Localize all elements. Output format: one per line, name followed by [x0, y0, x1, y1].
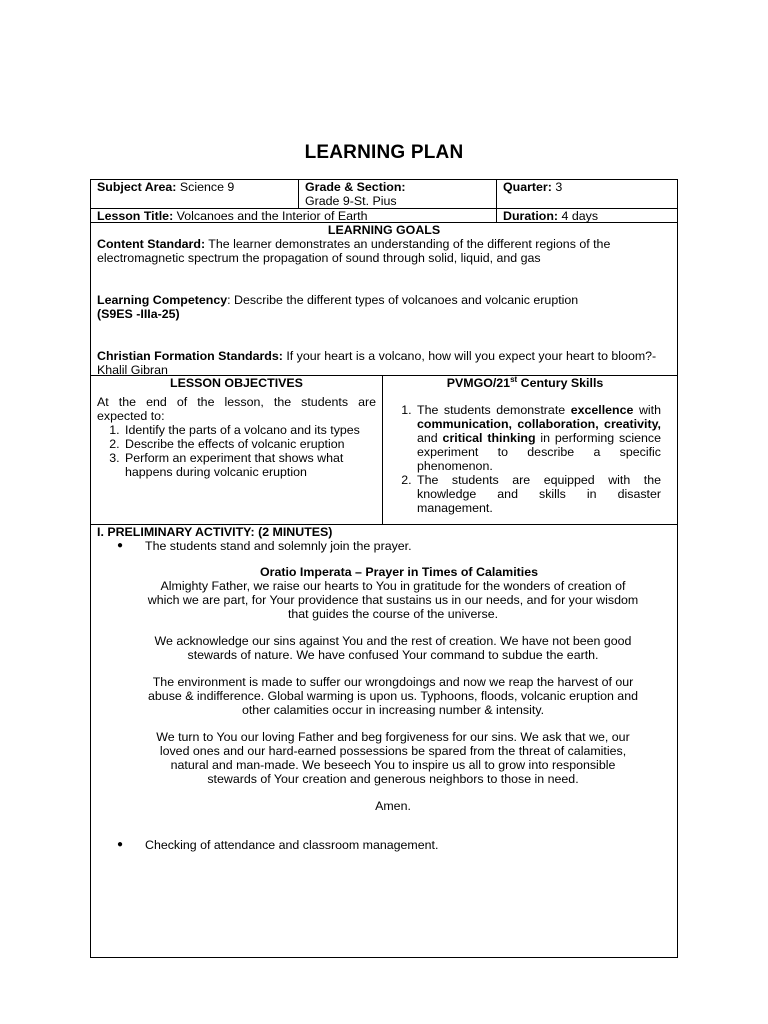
- lesson-cell: [91, 209, 497, 222]
- goals-heading: LEARNING GOALS: [327, 223, 441, 237]
- objective-item: 2. Describe the effects of volcanic eruption: [123, 437, 376, 451]
- header-row: [91, 180, 677, 209]
- bullet-icon: ●: [116, 540, 124, 551]
- prayer-paragraph: We turn to You our loving Father and beg forgiveness for our sins. We ask that we, our loved ones and our hard-earned possessions be spared from the threat of calamities, natural and man-made. We beseech You to inspire us all to grow into responsible stewards of Your creation and generous neighbors to those in need.: [156, 730, 630, 786]
- quarter-cell: [497, 180, 677, 208]
- subject-cell: [91, 180, 299, 208]
- prayer-paragraph: Almighty Father, we raise our hearts to You in gratitude for the wonders of creation of which we are part, for Your providence that sustains us in our needs, and for your wisdom that guides the course of the universe.: [147, 579, 639, 621]
- duration-cell: [497, 209, 677, 222]
- bullet-text: The students stand and solemnly join the prayer.: [145, 539, 412, 553]
- content-standard: [97, 237, 671, 265]
- objectives-list: [97, 423, 376, 479]
- quarter-value: 3: [555, 180, 563, 194]
- duration-value: 4 days: [561, 209, 599, 223]
- prayer-paragraph: We acknowledge our sins against You and the rest of creation. We have not been good stewards of nature. We have confused Your command to subdue the earth.: [154, 634, 632, 662]
- bullet-text: Checking of attendance and classroom management.: [145, 838, 439, 852]
- objectives-heading: LESSON OBJECTIVES: [170, 376, 303, 390]
- bullet-icon: ●: [116, 839, 124, 850]
- learning-competency: [97, 293, 671, 307]
- learning-competency-text: : Describe the different types of volcanoes and volcanic eruption: [227, 293, 579, 307]
- prayer-title: Oratio Imperata – Prayer in Times of Calamities: [260, 565, 538, 579]
- attendance-bullet: [95, 838, 671, 852]
- competency-code: (S9ES -IIIa-25): [97, 307, 180, 321]
- grade-value: Grade 9-St. Pius: [305, 194, 397, 208]
- activity-section: [91, 525, 677, 852]
- prayer-text: [97, 579, 671, 813]
- skills-heading: PVMGO/21st Century Skills: [446, 374, 604, 390]
- duration-label: Duration:: [503, 209, 559, 223]
- goals-row: [91, 223, 677, 376]
- skill-item: 2. The students are equipped with the knowledge and skills in disaster management.: [415, 473, 661, 515]
- subject-label: Subject Area:: [97, 180, 177, 194]
- skills-cell: [383, 376, 677, 524]
- grade-label: Grade & Section:: [305, 180, 406, 194]
- content-standard-label: Content Standard:: [97, 237, 206, 251]
- prayer-amen: Amen.: [375, 799, 411, 813]
- subject-value: Science 9: [179, 180, 235, 194]
- learning-plan-table: [90, 179, 678, 958]
- christian-formation-text: If your heart is a volcano, how will you expect your heart to bloom?-Khalil Gibran: [97, 349, 657, 377]
- document-title: LEARNING PLAN: [304, 142, 464, 163]
- lesson-value: Volcanoes and the Interior of Earth: [176, 209, 368, 223]
- objectives-intro: At the end of the lesson, the students are expected to:: [97, 395, 376, 423]
- content-standard-text: The learner demonstrates an understanding of the different regions of the electromagnetic spectrum the propagation of sound through solid, liquid, and gas: [97, 237, 611, 265]
- christian-formation-label: Christian Formation Standards:: [97, 349, 283, 363]
- objectives-cell: [91, 376, 383, 524]
- prayer-bullet: [95, 539, 671, 553]
- quarter-label: Quarter:: [503, 180, 552, 194]
- skills-list: [389, 403, 661, 515]
- learning-competency-label: Learning Competency: [97, 293, 228, 307]
- lesson-label: Lesson Title:: [97, 209, 174, 223]
- objectives-row: [91, 376, 677, 525]
- objective-item: 1. Identify the parts of a volcano and its types: [123, 423, 376, 437]
- objective-item: 3. Perform an experiment that shows what happens during volcanic eruption: [123, 451, 376, 479]
- goals-cell: [91, 223, 677, 377]
- lesson-row: [91, 209, 677, 223]
- skill-item: 1. The students demonstrate excellence with communication, collaboration, creativity, and critical thinking in performing science experiment to describe a specific phenomenon.: [415, 403, 661, 473]
- grade-cell: [299, 180, 497, 208]
- prayer-paragraph: The environment is made to suffer our wrongdoings and now we reap the harvest of our abuse & indifference. Global warming is upon us. Typhoons, floods, volcanic eruption and other calamities occur in increasing number & intensity.: [148, 675, 638, 717]
- activity-heading: I. PRELIMINARY ACTIVITY: (2 MINUTES): [97, 525, 333, 539]
- christian-formation: [97, 349, 671, 377]
